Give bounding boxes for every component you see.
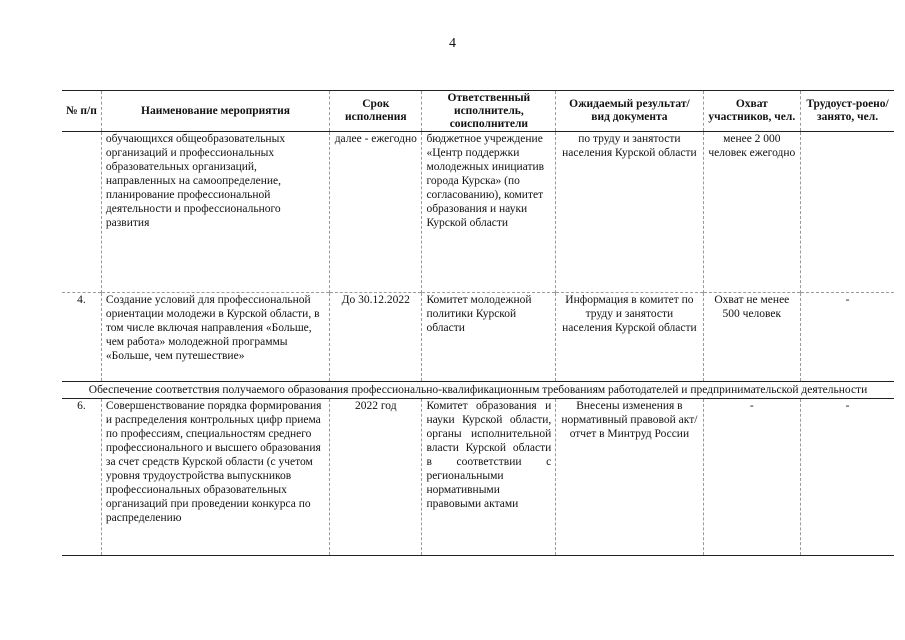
- header-term: Срок исполнения: [330, 91, 422, 132]
- result-line: Внесены изменения в нормативный правовой акт/: [561, 400, 698, 426]
- table-row: [62, 132, 894, 293]
- header-employed: Трудоуст-роено/занято, чел.: [801, 91, 894, 132]
- header-responsible: Ответственный исполнитель, соисполнители: [422, 91, 556, 132]
- cell-coverage: менее 2 000 человек ежегодно: [703, 132, 801, 293]
- cell-employed: [801, 132, 894, 293]
- section-title: Обеспечение соответствия получаемого образования профессионально-квалификационным требованиям работодателей и предпринимательской деятельности: [62, 382, 894, 399]
- page-number: 4: [449, 36, 456, 51]
- header-result: Ожидаемый результат/вид документа: [556, 91, 703, 132]
- cell-result: [556, 399, 703, 556]
- cell-measure-name: обучающихся общеобразовательных организаций и профессиональных образовательных организаций, направленных на самоопределение, планирование профессиональной деятельности и профессионального развития: [101, 132, 329, 293]
- cell-term: 2022 год: [330, 399, 422, 556]
- section-row: [62, 382, 894, 399]
- cell-employed: -: [801, 293, 894, 382]
- cell-number: 4.: [62, 293, 101, 382]
- header-coverage: Охват участников, чел.: [703, 91, 801, 132]
- cell-number: [62, 132, 101, 293]
- cell-result: Информация в комитет по труду и занятости населения Курской области: [556, 293, 703, 382]
- cell-responsible: Комитет образования и науки Курской области, органы исполнительной власти Курской области в соответствии с региональными нормативными правовыми актами: [422, 399, 556, 556]
- measures-table: [62, 90, 894, 556]
- table-row: [62, 293, 894, 382]
- cell-coverage: Охват не менее 500 человек: [703, 293, 801, 382]
- cell-responsible: Комитет молодежной политики Курской области: [422, 293, 556, 382]
- cell-term: далее - ежегодно: [330, 132, 422, 293]
- cell-term: До 30.12.2022: [330, 293, 422, 382]
- cell-responsible: бюджетное учреждение «Центр поддержки молодежных инициатив города Курска» (по согласованию), комитет образования и науки Курской области: [422, 132, 556, 293]
- cell-coverage: -: [703, 399, 801, 556]
- header-number: № п/п: [62, 91, 101, 132]
- table-row: [62, 399, 894, 556]
- cell-measure-name: Совершенствование порядка формирования и распределения контрольных цифр приема по профессиям, специальностям среднего профессионального и высшего образования за счет средств Курской области (с учетом уровня трудоустройства выпускников профессиональных образовательных организаций при проведении конкурса по распределению: [101, 399, 329, 556]
- result-line: отчет в Минтруд России: [569, 428, 690, 440]
- cell-result: по труду и занятости населения Курской области: [556, 132, 703, 293]
- header-measure-name: Наименование мероприятия: [101, 91, 329, 132]
- table-header-row: [62, 91, 894, 132]
- cell-measure-name: Создание условий для профессиональной ориентации молодежи в Курской области, в том числе включая направления «Больше, чем работа» молодежной программы «Больше, чем путешествие»: [101, 293, 329, 382]
- cell-number: 6.: [62, 399, 101, 556]
- cell-employed: -: [801, 399, 894, 556]
